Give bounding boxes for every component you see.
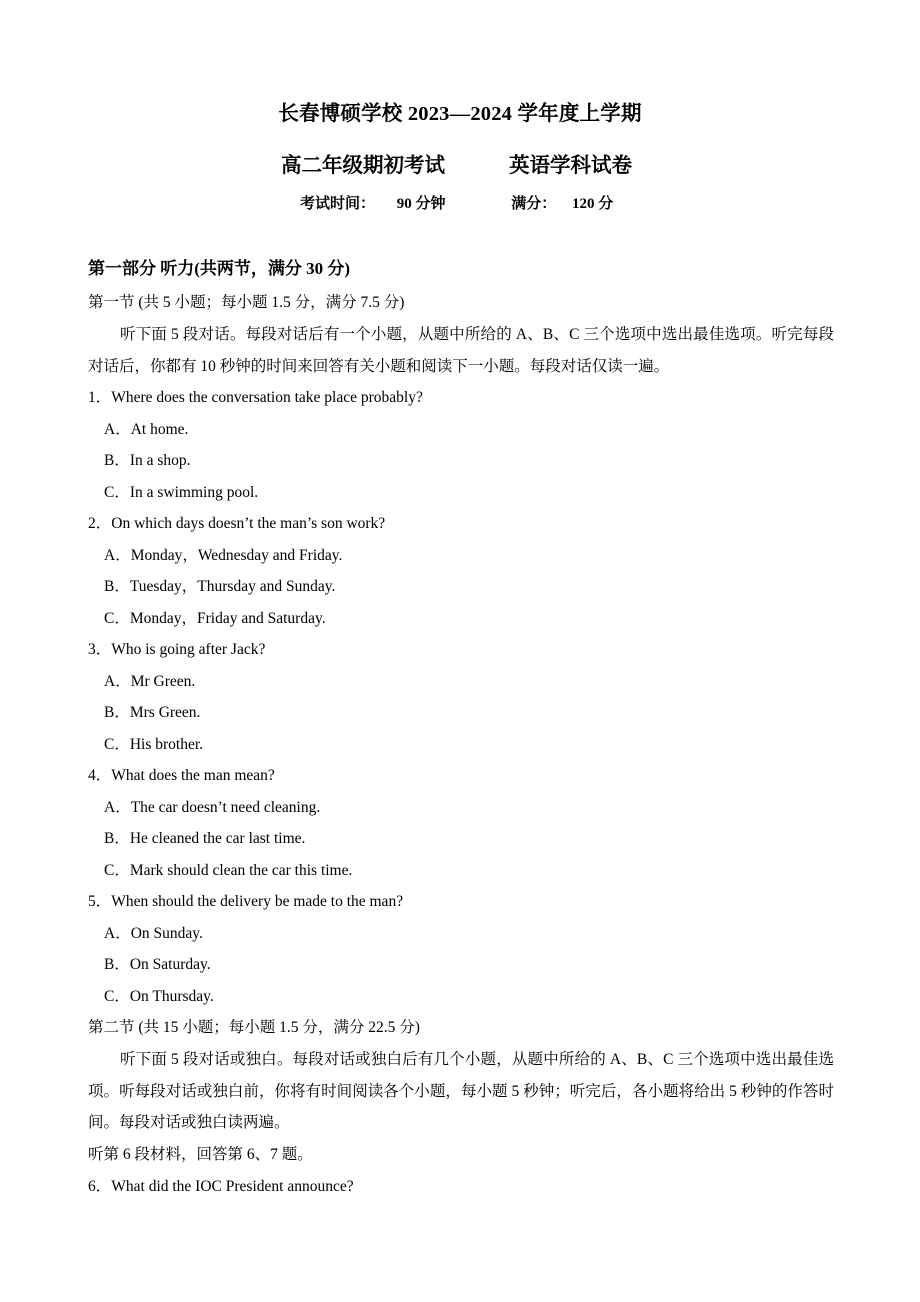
q2-option-a: A．Monday，Wednesday and Friday. (104, 547, 343, 564)
q5-option-a: A．On Sunday. (104, 925, 203, 942)
q5-option-b: B．On Saturday. (104, 956, 211, 973)
part1-heading: 第一部分 听力(共两节，满分 30 分) (88, 259, 351, 278)
q2-option-b: B．Tuesday，Thursday and Sunday. (104, 578, 336, 595)
q1-option-c: C．In a swimming pool. (104, 484, 259, 501)
q3-option-b: B．Mrs Green. (104, 704, 201, 721)
exam-title: 长春博硕学校 2023—2024 学年度上学期 (278, 103, 642, 125)
subject-title: 英语学科试卷 (509, 155, 632, 177)
section2-heading: 第二节 (共 15 小题；每小题 1.5 分，满分 22.5 分) (88, 1019, 420, 1036)
q5-option-c: C．On Thursday. (104, 988, 214, 1005)
question-6: 6．What did the IOC President announce? (88, 1178, 354, 1195)
q3-option-a: A．Mr Green. (104, 673, 196, 690)
grade-exam-title: 高二年级期初考试 (281, 155, 445, 177)
question-5: 5．When should the delivery be made to the man? (88, 893, 404, 910)
q4-option-b: B．He cleaned the car last time. (104, 830, 306, 847)
question-4: 4．What does the man mean? (88, 767, 275, 784)
q4-option-c: C．Mark should clean the car this time. (104, 862, 353, 879)
question-1: 1．Where does the conversation take place probably? (88, 389, 423, 406)
q4-option-a: A．The car doesn’t need cleaning. (104, 799, 321, 816)
exam-time-value: 90 分钟 (396, 196, 446, 212)
q3-option-c: C．His brother. (104, 736, 204, 753)
section1-heading: 第一节 (共 5 小题；每小题 1.5 分，满分 7.5 分) (88, 294, 405, 311)
exam-time-label: 考试时间： (300, 196, 376, 212)
section2-instructions: 听下面 5 段对话或独白。每段对话或独白后有几个小题，从题中所给的 A、B、C 三个选项中选出最佳选项。听每段对话或独白前，你将有时间阅读各个小题，每小题 5 秒钟；听完后，各小题将给出 5 秒钟的作答时间。每段对话或独白读两遍。 (88, 1051, 834, 1131)
q2-option-c: C．Monday，Friday and Saturday. (104, 610, 326, 627)
full-score-label: 满分： (511, 196, 557, 212)
material-note: 听第 6 段材料，回答第 6、7 题。 (88, 1146, 313, 1163)
section1-instructions: 听下面 5 段对话。每段对话后有一个小题，从题中所给的 A、B、C 三个选项中选出最佳选项。听完每段对话后，你都有 10 秒钟的时间来回答有关小题和阅读下一小题。每段对话仅读一遍。 (88, 326, 834, 375)
question-3: 3．Who is going after Jack? (88, 641, 266, 658)
q1-option-b: B．In a shop. (104, 452, 191, 469)
exam-meta (300, 192, 613, 213)
question-2: 2．On which days doesn’t the man’s son work? (88, 515, 386, 532)
full-score-value: 120 分 (572, 196, 614, 212)
q1-option-a: A．At home. (104, 421, 189, 438)
exam-subtitle (281, 148, 632, 178)
